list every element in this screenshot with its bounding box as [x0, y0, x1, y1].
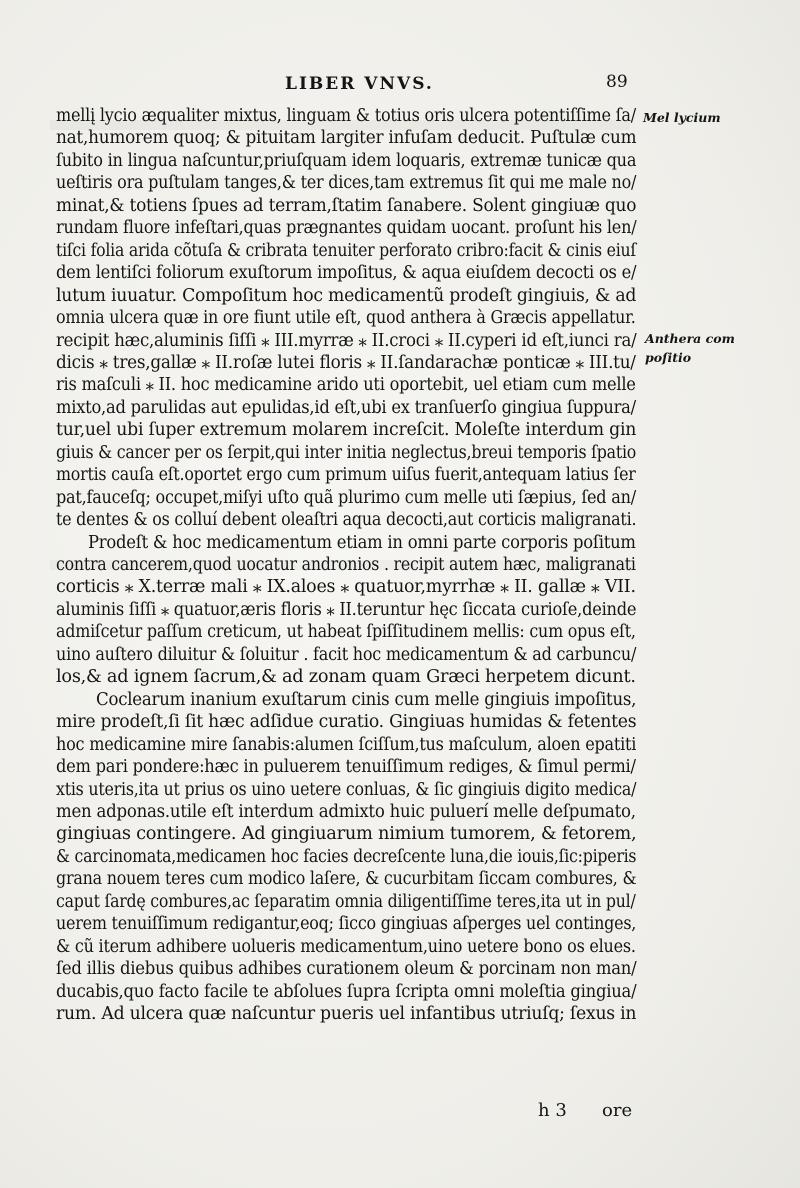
text-line: mire prodeſt,ſi ſit hæc adſidue curatio. Gingiuas humidas & fetentes: [56, 712, 637, 733]
text-line: rum. Ad ulcera quæ naſcuntur pueris uel infantibus utriuſq; ſexus in: [56, 1004, 637, 1024]
text-line: los,& ad ignem ſacrum,& ad zonam quam Græci herpetem dicunt.: [56, 667, 636, 688]
text-line: te dentes & os colluí debent oleaſtri aqua decocti,aut corticis maligranati.: [56, 510, 637, 531]
text-line: mortis cauſa eſt.oportet ergo cum primum uiſus fuerit,antequam latius ſer: [56, 465, 636, 486]
text-line: giuis & cancer per os ſerpit,qui inter initia neglectus,breui temporis ſpatio: [56, 442, 637, 463]
text-line: Prodeſt & hoc medicamentum etiam in omni parte corporis poſitum: [88, 532, 636, 553]
text-line: admiſcetur paſſum creticum, ut habeat ſpiſſitudinem mellis: cum opus eſt,: [56, 622, 636, 643]
text-line: rundam fluore infeſtari,quas prægnantes quidam uocant. proſunt his len/: [56, 218, 637, 239]
text-line: recipit hæc,aluminis ſiſſi ⁎ III.myrræ ⁎ II.croci ⁎ II.cyperi id eſt,iunci ra/: [56, 330, 637, 351]
text-line: ſed illis diebus quibus adhibes curationem oleum & porcinam non man/: [56, 959, 637, 980]
text-line: gingiuas contingere. Ad gingiuarum nimium tumorem, & fetorem,: [56, 824, 637, 845]
text-line: & cũ iterum adhibere uolueris medicamentum,uino uetere bono os elues.: [56, 936, 636, 957]
catchword: ore: [602, 1100, 633, 1121]
text-line: tiſci folia arida cõtuſa & cribrata tenuiter perforato cribro:facit & cinis eiuſ: [56, 240, 636, 261]
text-line: lutum iuuatur. Compoſitum hoc medicamentũ prodeſt gingiuis, & ad: [56, 285, 637, 306]
text-line: ſubito in lingua naſcuntur,priuſquam idem loquaris, extremæ tunicæ qua: [56, 150, 637, 171]
text-line: tur,uel ubi ſuper extremum molarem increſcit. Moleſte interdum gin: [56, 420, 637, 441]
text-line: contra cancerem,quod uocatur andronios . recipit autem hæc, maligranati: [56, 555, 636, 575]
text-line: dicis ⁎ tres,gallæ ⁎ II.roſæ lutei floris ⁎ II.ſandarachæ ponticæ ⁎ III.tu/: [56, 352, 636, 373]
text-line: pat,fauceſq; occupet,miſyi uſto quã plurimo cum melle uti ſæpius, ſed an/: [56, 487, 636, 508]
page-number: 89: [606, 72, 628, 92]
running-title: LIBER VNVS.: [285, 74, 434, 94]
text-line: hoc medicamine mire ſanabis:alumen ſciſſum,tus maſculum, aloen epatiti: [56, 734, 637, 755]
text-line: xtis uteris,ita ut prius os uino uetere conluas, & ſic gingiuis digito medica/: [56, 779, 637, 800]
text-line: grana nouem teres cum modico laſere, & cucurbitam ſiccam combures, &: [56, 869, 637, 890]
text-line: mixto,ad parulidas aut epulidas,id eſt,ubi ex tranſuerſo gingiua ſuppura/: [56, 397, 636, 418]
text-line: minat,& totiens ſpues ad terram,ſtatim ſanabere. Solent gingiuæ quo: [56, 195, 637, 216]
signature-mark: h 3: [538, 1100, 567, 1121]
text-line: uerem tenuiſſimum redigantur,eoq; ſicco gingiuas aſperges uel continges,: [56, 914, 637, 935]
text-line: & carcinomata,medicamen hoc facies decreſcente luna,die iouis,ſic:piperis: [56, 846, 637, 867]
text-line: dem lentiſci foliorum exuſtorum impoſitus, & aqua eiuſdem decocti os e/: [56, 263, 637, 284]
text-line: ris maſculi ⁎ II. hoc medicamine arido uti oportebit, uel etiam cum melle: [56, 375, 636, 396]
text-line: men adponas.utile eſt interdum admixto huic puluerí melle deſpumato,: [56, 801, 636, 822]
margin-note: poſitio: [645, 350, 692, 365]
text-line: dem pari pondere:hæc in puluerem tenuiſſimum rediges, & ſimul permi/: [56, 757, 636, 778]
text-line: aluminis ſiſſi ⁎ quatuor,æris floris ⁎ II.teruntur hęc ſiccata curioſe,deinde: [56, 599, 637, 620]
margin-note: Anthera com: [645, 331, 735, 346]
text-line: Coclearum inanium exuſtarum cinis cum melle gingiuis impoſitus,: [96, 689, 637, 710]
text-line: uino auſtero diluitur & ſoluitur . facit hoc medicamentum & ad carbuncu/: [56, 644, 637, 665]
margin-note: Mel lycium: [643, 110, 721, 125]
text-line: ueſtiris ora puſtulam tanges,& ter dices,tam extremus ſit qui me male no/: [56, 173, 637, 194]
text-line: mellį lycio æqualiter mixtus, linguam & totius oris ulcera potentiſſime ſa/: [56, 106, 636, 126]
text-line: nat,humorem quoq; & pituitam largiter infuſam deducit. Puſtulæ cum: [56, 128, 637, 149]
text-line: caput ſardę combures,ac ſeparatim omnia diligentiſſime teres,ita ut in pul/: [56, 891, 636, 912]
running-head: [0, 74, 800, 98]
text-line: ducabis,quo facto facile te abſolues ſupra ſcripta omni moleſtia gingiua/: [56, 981, 637, 1002]
text-line: omnia ulcera quæ in ore fiunt utile eſt, quod anthera à Græcis appellatur.: [56, 308, 636, 329]
text-line: corticis ⁎ X.terræ mali ⁎ IX.aloes ⁎ quatuor,myrrhæ ⁎ II. gallæ ⁎ VII.: [56, 577, 636, 598]
